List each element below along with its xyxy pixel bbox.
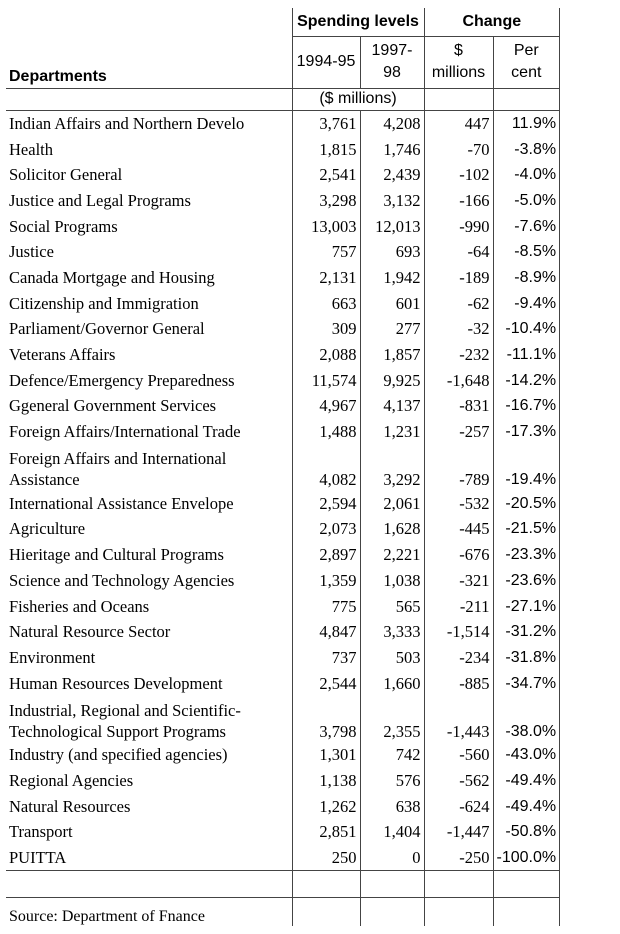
units-label: ($ millions) bbox=[292, 88, 424, 110]
change-percent-cell: -31.2% bbox=[493, 619, 560, 645]
spending-1997-cell: 12,013 bbox=[360, 213, 424, 239]
change-dollars-cell: -1,447 bbox=[424, 819, 493, 845]
department-cell: Defence/Emergency Preparedness bbox=[9, 370, 235, 390]
spending-1994-cell: 2,851 bbox=[292, 819, 360, 845]
change-dollars-cell: -64 bbox=[424, 239, 493, 265]
col-pct-line1: Per bbox=[513, 42, 539, 59]
spending-1994-cell: 3,298 bbox=[292, 188, 360, 214]
change-dollars-cell: -257 bbox=[424, 419, 493, 445]
spending-levels-header: Spending levels bbox=[292, 8, 424, 36]
department-cell: Justice bbox=[9, 242, 54, 262]
table-row bbox=[6, 367, 560, 393]
change-dollars-cell: -532 bbox=[424, 490, 493, 516]
col-pct-header bbox=[493, 36, 560, 88]
col-pct-line2: cent bbox=[511, 64, 542, 81]
change-dollars-cell: -234 bbox=[424, 645, 493, 671]
department-cell: Citizenship and Immigration bbox=[9, 293, 199, 313]
change-dollars-cell: -990 bbox=[424, 213, 493, 239]
spending-1997-cell: 742 bbox=[360, 742, 424, 768]
change-dollars-cell: -232 bbox=[424, 342, 493, 368]
department-cell: Natural Resources bbox=[9, 796, 131, 816]
change-percent-cell: -19.4% bbox=[493, 444, 560, 490]
spending-1994-cell: 250 bbox=[292, 845, 360, 871]
change-dollars-cell: -676 bbox=[424, 542, 493, 568]
spending-1994-cell: 1,815 bbox=[292, 136, 360, 162]
spending-1997-cell: 277 bbox=[360, 316, 424, 342]
departments-header: Departments bbox=[9, 67, 107, 85]
spending-1997-cell: 0 bbox=[360, 845, 424, 871]
change-dollars-cell: -562 bbox=[424, 768, 493, 794]
change-dollars-cell: -885 bbox=[424, 670, 493, 696]
spending-1994-cell: 2,897 bbox=[292, 542, 360, 568]
spending-1997-cell: 1,857 bbox=[360, 342, 424, 368]
change-percent-cell: -49.4% bbox=[493, 793, 560, 819]
table-row bbox=[6, 819, 560, 845]
table-row bbox=[6, 265, 560, 291]
change-percent-cell: -3.8% bbox=[493, 136, 560, 162]
table-row bbox=[6, 696, 560, 742]
change-dollars-cell: -102 bbox=[424, 162, 493, 188]
source-note: Source: Department of Fnance bbox=[6, 898, 292, 927]
empty-cell bbox=[493, 871, 560, 898]
change-dollars-cell: -189 bbox=[424, 265, 493, 291]
department-cell: Science and Technology Agencies bbox=[9, 570, 235, 590]
empty-cell bbox=[292, 871, 360, 898]
change-percent-cell: -9.4% bbox=[493, 290, 560, 316]
change-dollars-cell: -250 bbox=[424, 845, 493, 871]
empty-cell bbox=[360, 871, 424, 898]
spending-1994-cell: 663 bbox=[292, 290, 360, 316]
change-dollars-cell: -1,443 bbox=[424, 696, 493, 742]
department-cell: PUITTA bbox=[9, 848, 67, 868]
table-row bbox=[6, 670, 560, 696]
spending-1997-cell: 2,355 bbox=[360, 696, 424, 742]
spending-1997-cell: 1,038 bbox=[360, 568, 424, 594]
table-row bbox=[6, 213, 560, 239]
change-dollars-cell: -62 bbox=[424, 290, 493, 316]
spending-1997-cell: 2,061 bbox=[360, 490, 424, 516]
spending-1997-cell: 9,925 bbox=[360, 367, 424, 393]
blank-corner bbox=[6, 8, 292, 36]
spending-1997-cell: 2,439 bbox=[360, 162, 424, 188]
change-percent-cell: 11.9% bbox=[493, 110, 560, 136]
spending-1994-cell: 3,798 bbox=[292, 696, 360, 742]
change-dollars-cell: -32 bbox=[424, 316, 493, 342]
spending-1994-cell: 4,967 bbox=[292, 393, 360, 419]
spending-1997-cell: 3,333 bbox=[360, 619, 424, 645]
change-dollars-cell: -789 bbox=[424, 444, 493, 490]
department-cell: Parliament/Governor General bbox=[9, 319, 205, 339]
spending-1994-cell: 1,301 bbox=[292, 742, 360, 768]
spending-table bbox=[6, 8, 560, 926]
spending-1994-cell: 3,761 bbox=[292, 110, 360, 136]
table-row bbox=[6, 290, 560, 316]
change-dollars-cell: -831 bbox=[424, 393, 493, 419]
change-dollars-cell: -1,648 bbox=[424, 367, 493, 393]
change-dollars-cell: 447 bbox=[424, 110, 493, 136]
spending-1994-cell: 1,359 bbox=[292, 568, 360, 594]
col-1994-header: 1994-95 bbox=[292, 36, 360, 88]
spending-1997-cell: 2,221 bbox=[360, 542, 424, 568]
spending-1994-cell: 775 bbox=[292, 593, 360, 619]
change-percent-cell: -100.0% bbox=[493, 845, 560, 871]
department-cell: Health bbox=[9, 139, 53, 159]
spending-1994-cell: 11,574 bbox=[292, 367, 360, 393]
table-row bbox=[6, 593, 560, 619]
change-percent-cell: -11.1% bbox=[493, 342, 560, 368]
change-percent-cell: -8.9% bbox=[493, 265, 560, 291]
department-cell: Industrial, Regional and Scientific-Technological Support Programs bbox=[9, 700, 241, 741]
change-percent-cell: -43.0% bbox=[493, 742, 560, 768]
department-cell: Social Programs bbox=[9, 216, 118, 236]
spending-1997-cell: 576 bbox=[360, 768, 424, 794]
spending-1997-cell: 4,208 bbox=[360, 110, 424, 136]
spending-1997-cell: 3,132 bbox=[360, 188, 424, 214]
table-row bbox=[6, 768, 560, 794]
spending-1994-cell: 2,088 bbox=[292, 342, 360, 368]
change-header: Change bbox=[424, 8, 560, 36]
department-cell: Veterans Affairs bbox=[9, 345, 116, 365]
table-row bbox=[6, 342, 560, 368]
table-row bbox=[6, 136, 560, 162]
spending-1997-cell: 565 bbox=[360, 593, 424, 619]
spending-1997-cell: 1,746 bbox=[360, 136, 424, 162]
source-empty-cell bbox=[493, 898, 560, 927]
table-row bbox=[6, 490, 560, 516]
change-percent-cell: -10.4% bbox=[493, 316, 560, 342]
change-percent-cell: -17.3% bbox=[493, 419, 560, 445]
table-row bbox=[6, 793, 560, 819]
department-cell: Regional Agencies bbox=[9, 770, 134, 790]
spending-1997-cell: 1,404 bbox=[360, 819, 424, 845]
col-1997-header bbox=[360, 36, 424, 88]
spending-1997-cell: 1,628 bbox=[360, 516, 424, 542]
department-cell: Justice and Legal Programs bbox=[9, 190, 191, 210]
department-cell: Foreign Affairs and International Assistance bbox=[9, 449, 227, 490]
change-percent-cell: -21.5% bbox=[493, 516, 560, 542]
table-row bbox=[6, 742, 560, 768]
empty-cell bbox=[6, 871, 292, 898]
change-dollars-cell: -211 bbox=[424, 593, 493, 619]
change-dollars-cell: -445 bbox=[424, 516, 493, 542]
change-percent-cell: -5.0% bbox=[493, 188, 560, 214]
change-percent-cell: -14.2% bbox=[493, 367, 560, 393]
source-row bbox=[6, 898, 560, 927]
change-percent-cell: -38.0% bbox=[493, 696, 560, 742]
spending-1994-cell: 2,073 bbox=[292, 516, 360, 542]
spending-1997-cell: 1,660 bbox=[360, 670, 424, 696]
department-cell: Indian Affairs and Northern Develo bbox=[6, 110, 292, 136]
spending-1994-cell: 1,262 bbox=[292, 793, 360, 819]
spending-1997-cell: 693 bbox=[360, 239, 424, 265]
source-empty-cell bbox=[360, 898, 424, 927]
department-cell: Environment bbox=[9, 647, 96, 667]
change-percent-cell: -23.3% bbox=[493, 542, 560, 568]
change-percent-cell: -49.4% bbox=[493, 768, 560, 794]
source-empty-cell bbox=[292, 898, 360, 927]
table-row bbox=[6, 188, 560, 214]
col-1997-line1: 1997- bbox=[371, 42, 413, 59]
change-percent-cell: -4.0% bbox=[493, 162, 560, 188]
table-row bbox=[6, 162, 560, 188]
change-dollars-cell: -560 bbox=[424, 742, 493, 768]
spending-1994-cell: 2,541 bbox=[292, 162, 360, 188]
department-cell: International Assistance Envelope bbox=[9, 493, 234, 513]
spending-1994-cell: 1,488 bbox=[292, 419, 360, 445]
spending-1997-cell: 638 bbox=[360, 793, 424, 819]
department-cell: Transport bbox=[9, 822, 73, 842]
spending-1994-cell: 309 bbox=[292, 316, 360, 342]
source-empty-cell bbox=[424, 898, 493, 927]
col-dollars-line1: $ bbox=[454, 42, 463, 59]
table-row bbox=[6, 516, 560, 542]
units-blank-pct bbox=[493, 88, 560, 110]
department-cell: Fisheries and Oceans bbox=[9, 596, 150, 616]
spending-1994-cell: 757 bbox=[292, 239, 360, 265]
change-dollars-cell: -624 bbox=[424, 793, 493, 819]
department-cell: Hieritage and Cultural Programs bbox=[9, 545, 224, 565]
table-row bbox=[6, 444, 560, 490]
change-percent-cell: -8.5% bbox=[493, 239, 560, 265]
spending-1994-cell: 13,003 bbox=[292, 213, 360, 239]
col-dollars-header bbox=[424, 36, 493, 88]
spending-1997-cell: 1,942 bbox=[360, 265, 424, 291]
empty-cell bbox=[424, 871, 493, 898]
table-row bbox=[6, 619, 560, 645]
table-row bbox=[6, 316, 560, 342]
change-dollars-cell: -1,514 bbox=[424, 619, 493, 645]
department-cell: Foreign Affairs/International Trade bbox=[9, 422, 241, 442]
table-row bbox=[6, 568, 560, 594]
table-row bbox=[6, 419, 560, 445]
table-row bbox=[6, 645, 560, 671]
department-cell: Human Resources Development bbox=[9, 673, 223, 693]
change-percent-cell: -23.6% bbox=[493, 568, 560, 594]
col-1997-line2: 98 bbox=[383, 64, 401, 81]
spending-1997-cell: 3,292 bbox=[360, 444, 424, 490]
spending-1997-cell: 1,231 bbox=[360, 419, 424, 445]
change-percent-cell: -16.7% bbox=[493, 393, 560, 419]
department-cell: Solicitor General bbox=[9, 165, 123, 185]
department-cell: Natural Resource Sector bbox=[9, 622, 171, 642]
units-blank bbox=[6, 88, 292, 110]
change-percent-cell: -31.8% bbox=[493, 645, 560, 671]
table-row bbox=[6, 845, 560, 871]
table-row bbox=[6, 110, 560, 136]
spending-1997-cell: 503 bbox=[360, 645, 424, 671]
spending-1997-cell: 601 bbox=[360, 290, 424, 316]
table-row bbox=[6, 239, 560, 265]
department-cell: Ggeneral Government Services bbox=[9, 396, 217, 416]
spending-1994-cell: 2,131 bbox=[292, 265, 360, 291]
table-row bbox=[6, 542, 560, 568]
change-percent-cell: -20.5% bbox=[493, 490, 560, 516]
spending-1994-cell: 2,594 bbox=[292, 490, 360, 516]
department-cell: Canada Mortgage and Housing bbox=[9, 267, 215, 287]
spending-1997-cell: 4,137 bbox=[360, 393, 424, 419]
change-percent-cell: -27.1% bbox=[493, 593, 560, 619]
empty-row bbox=[6, 871, 560, 898]
units-blank-dollars bbox=[424, 88, 493, 110]
change-percent-cell: -7.6% bbox=[493, 213, 560, 239]
change-dollars-cell: -70 bbox=[424, 136, 493, 162]
change-percent-cell: -50.8% bbox=[493, 819, 560, 845]
department-cell: Industry (and specified agencies) bbox=[9, 745, 228, 765]
col-dollars-line2: millions bbox=[431, 64, 486, 81]
change-percent-cell: -34.7% bbox=[493, 670, 560, 696]
department-cell: Agriculture bbox=[9, 519, 86, 539]
spending-1994-cell: 4,847 bbox=[292, 619, 360, 645]
spending-1994-cell: 2,544 bbox=[292, 670, 360, 696]
change-dollars-cell: -321 bbox=[424, 568, 493, 594]
spending-1994-cell: 4,082 bbox=[292, 444, 360, 490]
spending-1994-cell: 1,138 bbox=[292, 768, 360, 794]
spending-1994-cell: 737 bbox=[292, 645, 360, 671]
table-row bbox=[6, 393, 560, 419]
change-dollars-cell: -166 bbox=[424, 188, 493, 214]
